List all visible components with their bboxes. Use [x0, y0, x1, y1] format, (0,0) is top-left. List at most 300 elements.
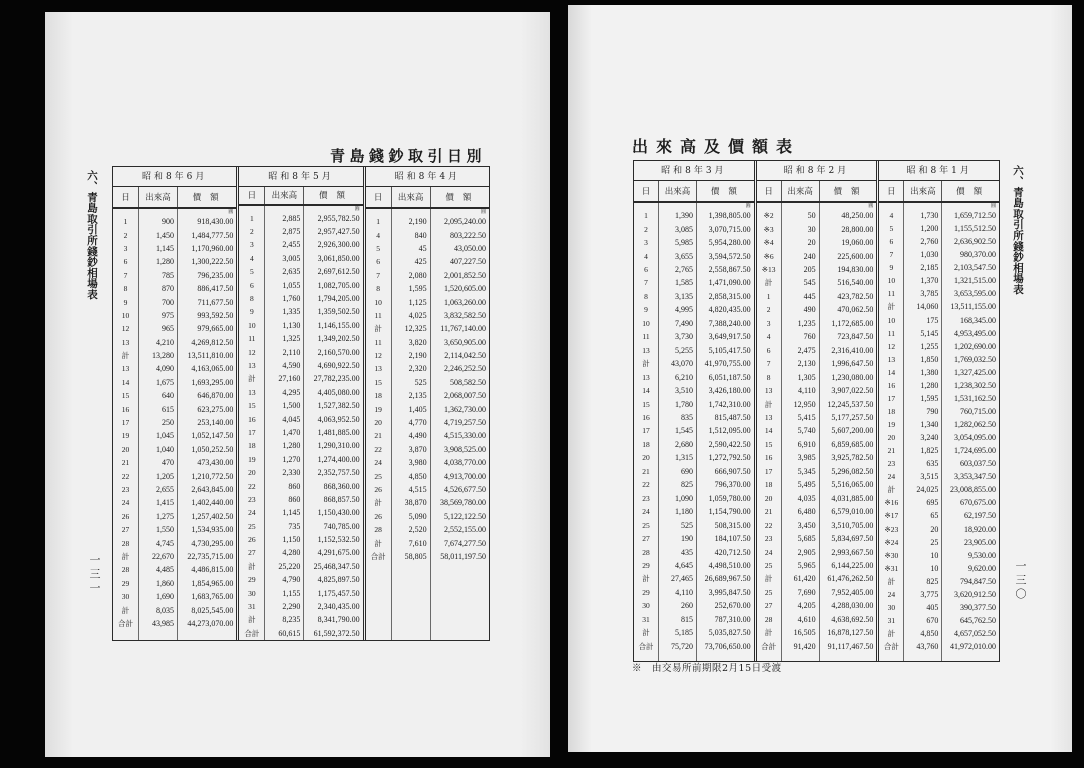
amount-cell: 1,272,792.50 [708, 453, 751, 463]
day-cell: 計 [374, 498, 382, 508]
amount-cell: 26,689,967.50 [704, 574, 751, 584]
amount-cell: 390,377.50 [960, 602, 997, 612]
day-cell: 13 [248, 360, 256, 370]
table-row [634, 451, 754, 464]
volume-cell: 4,645 [675, 561, 693, 570]
column-header-row [239, 187, 362, 206]
volume-cell: 5,145 [920, 328, 939, 338]
amount-cell: 3,925,782.50 [831, 453, 874, 463]
table-row [757, 626, 877, 639]
amount-cell: 760,715.00 [960, 406, 997, 416]
day-header: 日 [641, 187, 651, 197]
table-row [879, 261, 999, 274]
day-header: 日 [373, 193, 383, 203]
table-row [757, 478, 877, 491]
volume-cell: 24,025 [916, 485, 939, 495]
volume-cell: 4,590 [282, 360, 301, 370]
volume-cell: 27,160 [278, 374, 301, 384]
table-row [757, 599, 877, 612]
table-row [239, 252, 362, 265]
day-cell: 18 [764, 480, 773, 490]
table-row [239, 345, 362, 358]
table-row [634, 532, 754, 545]
table-row [366, 443, 489, 456]
column-header-row [634, 181, 754, 203]
volume-cell: 3,510 [675, 386, 693, 396]
amount-cell: 4,913,700.00 [443, 471, 486, 481]
yen-unit-mark: 圓 [354, 206, 360, 212]
table-row [113, 590, 236, 603]
day-cell: 15 [248, 401, 256, 411]
table-row [634, 640, 754, 653]
volume-cell: 4,110 [675, 587, 693, 597]
amount-cell: 9,620.00 [968, 563, 997, 573]
table-row [879, 300, 999, 313]
day-cell: 14 [642, 386, 650, 396]
amount-cell: 5,035,827.50 [708, 628, 751, 638]
amount-cell: 62,197.50 [964, 511, 997, 521]
amount-cell: 3,061,850.00 [317, 253, 360, 263]
day-cell: 22 [764, 520, 773, 530]
amount-cell: 41,972,010.00 [950, 642, 997, 652]
table-row [366, 429, 489, 442]
amount-cell: 2,955,782.50 圓 [317, 206, 360, 223]
day-cell: 8 [376, 284, 381, 294]
volume-cell: 1,585 [675, 278, 693, 288]
volume-cell: 5,740 [797, 426, 816, 436]
day-cell: 12 [248, 347, 256, 357]
day-cell: 合計 [244, 628, 260, 638]
column-rule [781, 203, 782, 661]
table-row [239, 278, 362, 291]
amount-cell: 1,520,605.00 [443, 284, 486, 294]
volume-cell: 1,145 [282, 508, 301, 518]
amount-cell: 1,484,777.50 [191, 230, 234, 240]
table-row [757, 357, 877, 370]
table-row [113, 429, 236, 442]
amount-cell: 2,095,240.00 圓 [443, 210, 486, 227]
volume-cell: 5,985 [675, 238, 693, 248]
amount-cell: 2,068,007.50 [443, 391, 486, 401]
volume-cell: 860 [288, 494, 301, 504]
table-row [113, 456, 236, 469]
table-row [757, 505, 877, 518]
day-cell: 26 [248, 535, 256, 545]
table-row [113, 443, 236, 456]
footnote: ※ 由交易所前期限2月15日受渡 [632, 663, 782, 674]
day-cell: 20 [764, 493, 773, 503]
table-row [757, 276, 877, 289]
table-row [113, 536, 236, 549]
day-cell: ※23 [884, 524, 899, 534]
amount-cell: 603,037.50 [960, 459, 997, 469]
amount-cell: 7,388,240.00 [708, 318, 751, 328]
table-row [113, 469, 236, 482]
table-row [634, 626, 754, 639]
amount-cell: 4,031,885.00 [831, 493, 874, 503]
table-row [879, 274, 999, 287]
volume-cell: 1,405 [408, 404, 427, 414]
table-row [366, 469, 489, 482]
amount-cell: 4,515,330.00 [443, 431, 486, 441]
volume-cell: 4,850 [920, 629, 939, 639]
column-header-row [366, 187, 489, 209]
volume-cell: 7,490 [675, 318, 693, 328]
amount-cell: 4,730,295.00 [191, 538, 234, 548]
left-page-number: 一三一 [88, 554, 101, 596]
day-cell: 16 [121, 404, 130, 414]
table-row [113, 389, 236, 402]
table-row [113, 563, 236, 576]
amount-cell: 4,163,065.00 [191, 364, 234, 374]
month-header: 昭和8年6月 [113, 167, 236, 187]
day-cell: 4 [766, 332, 771, 342]
table-row [239, 359, 362, 372]
amount-cell: 2,957,427.50 [317, 227, 360, 237]
table-row [757, 559, 877, 572]
day-cell: 24 [248, 508, 256, 518]
column-header-row [113, 187, 236, 209]
volume-cell: 4,850 [408, 471, 427, 481]
day-cell: 計 [887, 576, 896, 586]
day-cell: 23 [121, 485, 130, 494]
table-row [239, 519, 362, 532]
amount-cell: 4,825,897.50 [317, 575, 360, 585]
table-row [757, 518, 877, 531]
table-row [366, 523, 489, 536]
table-row [239, 319, 362, 332]
day-cell: 18 [374, 391, 382, 401]
volume-cell: 6,910 [797, 439, 816, 449]
volume-cell: 3,980 [408, 458, 427, 468]
amount-cell: 4,063,952.50 [317, 414, 360, 424]
volume-cell: 4,280 [282, 548, 301, 558]
day-cell: 25 [248, 521, 256, 531]
volume-cell: 2,680 [675, 439, 693, 449]
amount-cell: 3,650,905.00 [443, 337, 486, 347]
day-cell: 22 [248, 481, 256, 491]
volume-cell: 815 [681, 614, 693, 624]
table-row [366, 362, 489, 375]
amount-cell: 253,140.00 [197, 418, 234, 428]
day-cell: 7 [376, 270, 381, 280]
amount-cell: 4,269,812.50 [191, 337, 234, 347]
amount-cell: 4,719,257.50 [443, 418, 486, 428]
volume-cell: 4,210 [156, 337, 174, 347]
table-row [366, 336, 489, 349]
amount-cell: 1,155,512.50 [954, 224, 997, 234]
day-cell: 計 [764, 399, 773, 409]
right-side-title: 六、青島取引所錢鈔相場表 [1012, 165, 1024, 295]
volume-cell: 5,965 [797, 561, 816, 570]
day-cell: 18 [248, 441, 256, 451]
table-row [239, 265, 362, 278]
amount-cell: 12,245,537.50 [827, 399, 874, 409]
table-row [239, 533, 362, 546]
day-cell: 13 [374, 364, 382, 374]
day-cell: 20 [374, 418, 382, 428]
amount-cell: 28,800.00 [841, 224, 874, 234]
volume-cell: 43,070 [671, 359, 693, 369]
table-row [879, 457, 999, 470]
volume-cell: 1,470 [282, 427, 301, 437]
volume-cell: 4,995 [675, 305, 693, 315]
volume-cell: 1,145 [156, 243, 174, 253]
day-cell: 20 [642, 453, 650, 463]
table-row [879, 549, 999, 562]
table-row [239, 386, 362, 399]
amount-cell: 1,724,695.00 [954, 446, 997, 456]
day-cell: 計 [248, 374, 256, 384]
month-rows [757, 203, 877, 661]
volume-cell: 3,240 [920, 433, 939, 443]
table-row [113, 210, 236, 228]
amount-cell: 3,353,347.50 [954, 472, 997, 482]
volume-cell: 2,655 [156, 485, 174, 494]
amount-cell: 8,341,790.00 [317, 615, 360, 625]
amount-cell: 1,534,935.00 [191, 525, 234, 535]
amount-cell: 22,735,715.00 [187, 551, 234, 561]
volume-cell: 1,150 [282, 535, 301, 545]
table-row [113, 309, 236, 322]
volume-cell: 4,025 [408, 310, 427, 320]
day-cell: 計 [764, 574, 773, 584]
amount-cell: 1,362,730.00 [443, 404, 486, 414]
month-rows [366, 209, 489, 640]
volume-cell: 4,770 [408, 418, 427, 428]
amount-cell: 1,471,090.00 [708, 278, 751, 288]
day-cell: 29 [642, 561, 650, 570]
day-cell: 23 [248, 494, 256, 504]
amount-cell: 1,257,402.50 [191, 511, 234, 521]
table-row [366, 416, 489, 429]
volume-cell: 13,280 [152, 351, 174, 361]
day-cell: 計 [887, 302, 896, 312]
volume-header: 出來高 [391, 187, 430, 207]
day-header: 日 [764, 187, 773, 197]
table-row [757, 545, 877, 558]
volume-cell: 1,340 [920, 420, 939, 430]
table-row [879, 431, 999, 444]
day-header: 日 [247, 191, 257, 202]
volume-cell: 1,550 [156, 525, 174, 535]
volume-cell: 825 [681, 480, 693, 490]
amount-cell: 1,282,062.50 [954, 420, 997, 430]
day-cell: 10 [121, 310, 130, 320]
table-row [113, 255, 236, 268]
amount-cell: 3,054,095.00 [954, 433, 997, 443]
volume-cell: 545 [803, 278, 816, 288]
amount-cell: 23,008,855.00 [950, 485, 997, 495]
volume-cell: 65 [930, 511, 939, 521]
amount-cell: 19,060.00 [841, 238, 874, 248]
table-row [239, 627, 362, 640]
table-row [366, 282, 489, 295]
volume-cell: 3,985 [797, 453, 816, 463]
table-row [634, 599, 754, 612]
table-row [239, 206, 362, 225]
table-row [879, 366, 999, 379]
day-cell: 1 [766, 291, 771, 301]
day-cell: 28 [121, 565, 130, 575]
amount-cell: 25,468,347.50 [313, 561, 360, 571]
volume-cell: 43,760 [916, 642, 939, 652]
amount-cell: 787,310.00 [714, 614, 751, 624]
amount-cell: 16,878,127.50 [827, 628, 874, 638]
day-cell: 28 [121, 538, 130, 548]
day-cell: 18 [887, 406, 896, 416]
amount-cell: 1,290,310.00 [317, 441, 360, 451]
amount-cell: 41,970,755.00 [704, 359, 751, 369]
table-row [634, 276, 754, 289]
table-row [879, 627, 999, 640]
volume-cell: 5,495 [797, 480, 816, 490]
volume-cell: 1,545 [675, 426, 693, 436]
volume-cell: 2,110 [282, 347, 301, 357]
table-row [757, 424, 877, 437]
day-cell: 計 [374, 538, 382, 548]
day-cell: 16 [248, 414, 256, 424]
amount-cell: 1,063,260.00 [443, 297, 486, 307]
left-side-title: 六、青島取引所錢鈔相場表 [86, 170, 98, 300]
volume-cell: 1,235 [797, 318, 816, 328]
amount-cell: 13,511,810.00 [187, 351, 234, 361]
column-rule [264, 206, 265, 641]
volume-cell: 5,415 [797, 413, 816, 423]
table-row [634, 263, 754, 276]
day-cell: 28 [764, 614, 773, 624]
table-row [239, 238, 362, 251]
amount-cell: 4,638,692.50 [831, 614, 874, 624]
amount-cell: 3,426,180.00 [708, 386, 751, 396]
amount-cell: 1,527,382.50 [317, 401, 360, 411]
amount-cell: 1,769,032.50 [954, 354, 997, 364]
amount-cell: 2,858,315.00 [708, 291, 751, 301]
day-cell: 21 [887, 446, 896, 456]
day-cell: 9 [249, 307, 254, 317]
volume-cell: 1,125 [408, 297, 427, 307]
amount-cell: 420,712.50 [714, 547, 751, 557]
table-row [239, 493, 362, 506]
amount-cell: 2,926,300.00 [317, 240, 360, 250]
volume-cell: 2,190 [408, 217, 427, 227]
month-header: 昭和8年1月 [879, 161, 999, 181]
table-row [879, 405, 999, 418]
amount-cell: 993,592.50 [197, 310, 234, 320]
amount-cell: 1,683,765.00 [191, 592, 234, 602]
day-cell: 25 [764, 587, 773, 597]
amount-cell: 5,516,065.00 [831, 480, 874, 490]
table-row [757, 640, 877, 653]
amount-cell: 2,001,852.50 [443, 270, 486, 280]
amount-header: 價額 [941, 181, 999, 201]
volume-cell: 1,595 [920, 393, 939, 403]
volume-cell: 900 [162, 217, 174, 227]
volume-cell: 12,950 [793, 399, 816, 409]
table-row [757, 384, 877, 397]
table-row [113, 510, 236, 523]
right-page-number: 一三〇 [1014, 560, 1027, 602]
volume-cell: 250 [162, 418, 174, 428]
day-cell: 計 [887, 485, 896, 495]
day-cell: 29 [121, 578, 130, 588]
amount-header: 價額 [177, 187, 236, 207]
table-row [757, 397, 877, 410]
volume-cell: 1,280 [920, 380, 939, 390]
volume-cell: 5,255 [675, 345, 693, 355]
volume-cell: 2,885 [282, 213, 301, 223]
amount-cell: 91,117,467.50 [827, 641, 874, 651]
table-row [634, 344, 754, 357]
volume-cell: 3,775 [920, 589, 939, 599]
amount-cell: 4,690,922.50 [317, 360, 360, 370]
day-cell: 8 [644, 291, 648, 301]
table-row [366, 255, 489, 268]
amount-cell: 1,274,400.00 [317, 454, 360, 464]
table-row [757, 465, 877, 478]
volume-cell: 1,730 [920, 211, 939, 221]
amount-cell: 1,202,690.00 [954, 341, 997, 351]
amount-cell: 4,498,510.00 [708, 561, 751, 570]
volume-cell: 3,655 [675, 251, 693, 261]
day-cell: 2 [766, 305, 771, 315]
table-row [757, 222, 877, 235]
volume-cell: 3,785 [920, 289, 939, 299]
day-cell: 4 [889, 211, 894, 221]
day-cell: ※31 [884, 563, 899, 573]
amount-cell: 670,675.00 [960, 498, 997, 508]
volume-cell: 1,370 [920, 276, 939, 286]
amount-header: 價額 [430, 187, 489, 207]
table-row [757, 290, 877, 303]
table-row [366, 376, 489, 389]
table-row [634, 559, 754, 572]
table-row [879, 392, 999, 405]
amount-cell: 1,794,205.00 [317, 294, 360, 304]
volume-cell: 1,030 [920, 250, 939, 260]
day-cell: 11 [887, 328, 895, 338]
table-row [366, 496, 489, 509]
volume-cell: 2,760 [920, 237, 939, 247]
amount-cell: 1,481,885.00 [317, 427, 360, 437]
volume-cell: 1,205 [156, 471, 174, 481]
volume-cell: 2,320 [408, 364, 427, 374]
month-group [876, 161, 999, 661]
amount-cell: 794,847.50 [960, 576, 997, 586]
day-cell: 3 [766, 318, 771, 328]
table-row [879, 640, 999, 653]
amount-cell: 4,657,052.50 [954, 629, 997, 639]
volume-cell: 4,790 [282, 575, 301, 585]
table-row [879, 248, 999, 261]
volume-cell: 1,390 [675, 211, 693, 221]
table-row [879, 536, 999, 549]
volume-cell: 2,905 [797, 547, 816, 557]
table-row [113, 603, 236, 616]
table-row [239, 332, 362, 345]
table-row [757, 303, 877, 316]
table-row [879, 222, 999, 235]
table-row [239, 546, 362, 559]
day-cell: 9 [644, 305, 648, 315]
volume-cell: 445 [803, 291, 816, 301]
table-row [634, 465, 754, 478]
amount-cell: 5,296,082.50 [831, 466, 874, 476]
day-cell: ※3 [763, 224, 774, 234]
volume-cell: 1,325 [282, 334, 301, 344]
table-row [879, 418, 999, 431]
volume-cell: 690 [681, 466, 693, 476]
